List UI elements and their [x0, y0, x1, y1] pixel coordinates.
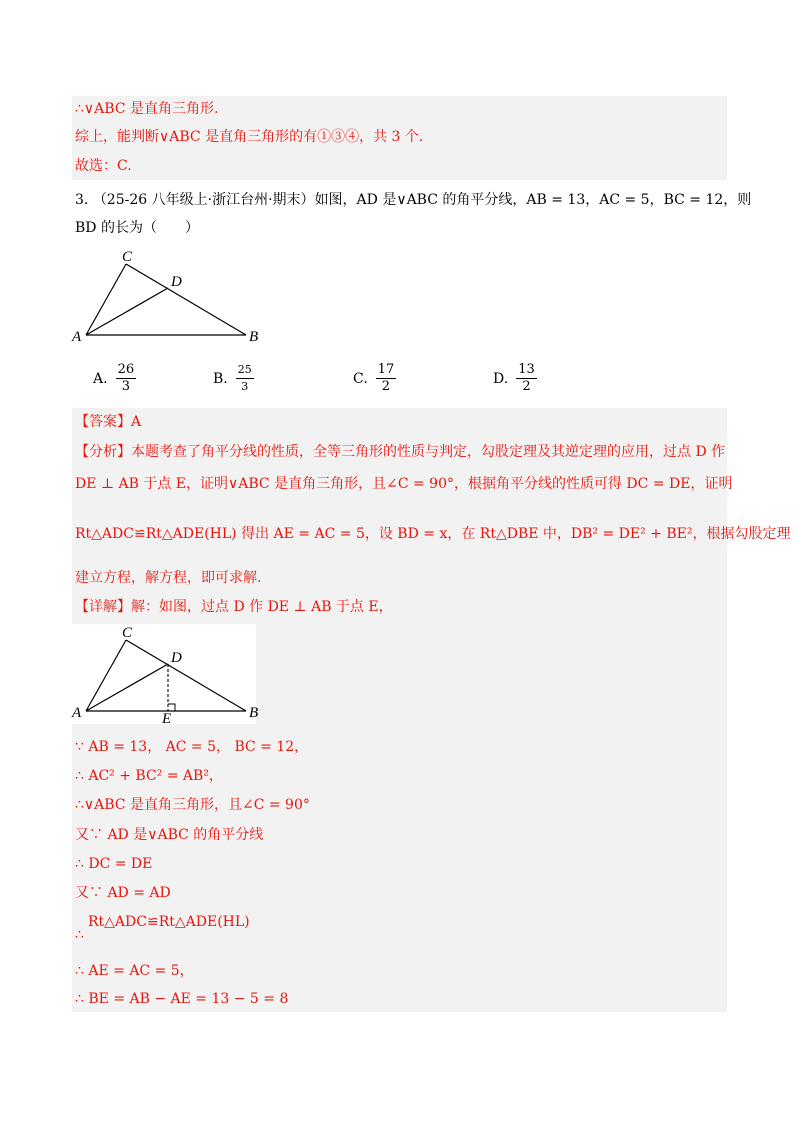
triangle-figure-with-altitude	[68, 620, 268, 724]
segment-ad	[86, 288, 168, 335]
question-source: （25-26 八年级上·浙江台州·期末）	[92, 192, 315, 208]
segment-ac	[86, 264, 126, 335]
detail-intro: 【详解】解：如图，过点 D 作 DE ⊥ AB 于点 E，	[75, 599, 393, 615]
detail-step-1: ∵ AB = 13， AC = 5， BC = 12，	[75, 739, 309, 755]
detail-step-6: 又∵ AD = AD	[75, 885, 171, 901]
prev-line-2: 综上，能判断∨ABC 是直角三角形的有①③④，共 3 个.	[75, 129, 424, 145]
detail-step-3: ∴∨ABC 是直角三角形，且∠C = 90°	[75, 797, 310, 813]
triangle-figure	[68, 244, 268, 344]
analysis-line-2: DE ⊥ AB 于点 E，证明∨ABC 是直角三角形，且∠C = 90°，根据角平分线的性质可得 DC = DE，证明	[75, 476, 733, 492]
option-a[interactable]: A. $\frac{26}{3}$	[93, 362, 135, 394]
detail-step-2: ∴ AC² + BC² = AB²，	[75, 768, 223, 784]
detail-step-7: Rt△ADC≌Rt△ADE(HL)	[88, 914, 250, 930]
analysis-line-1: 【分析】本题考查了角平分线的性质，全等三角形的性质与判定，勾股定理及其逆定理的应用，过点 D 作	[75, 444, 726, 460]
detail-step-5: ∴ DC = DE	[75, 856, 153, 872]
question-number: 3.	[75, 192, 89, 208]
label-e: E	[162, 711, 172, 724]
label-a: A	[72, 705, 82, 721]
question-line-1	[75, 190, 751, 210]
prev-line-3: 故选：C.	[75, 158, 132, 174]
segment-cb	[126, 640, 246, 711]
detail-step-4: 又∵ AD 是∨ABC 的角平分线	[75, 827, 264, 843]
analysis-line-4: 建立方程，解方程，即可求解.	[75, 570, 262, 586]
detail-step-10: ∴ BE = AB − AE = 13 − 5 = 8	[75, 991, 289, 1007]
label-c: C	[122, 249, 133, 265]
detail-step-9: ∴ AE = AC = 5，	[75, 963, 194, 979]
right-angle-mark	[168, 704, 175, 711]
segment-cb	[126, 264, 246, 335]
analysis-line-3: Rt△ADC≌Rt△ADE(HL) 得出 AE = AC = 5，设 BD = x，在 Rt△DBE 中，DB² = DE² + BE²，根据勾股定理	[75, 526, 791, 542]
detail-step-8: ∴	[75, 927, 84, 943]
segment-ad	[86, 664, 168, 711]
question-line-2: BD 的长为（ ）	[75, 220, 199, 236]
option-c[interactable]: C. $\frac{17}{2}$	[353, 362, 395, 394]
option-b[interactable]: B. $\frac{25}{3}$	[213, 363, 252, 393]
label-d: D	[171, 650, 182, 666]
prev-line-1: ∴∨ABC 是直角三角形.	[75, 101, 219, 117]
option-d[interactable]: D. $\frac{13}{2}$	[493, 362, 535, 394]
question-text-1: 如图，AD 是∨ABC 的角平分线，AB = 13，AC = 5，BC = 12，则	[314, 192, 752, 208]
label-a: A	[72, 329, 82, 344]
label-b: B	[249, 329, 259, 344]
label-b: B	[249, 705, 259, 721]
segment-ac	[86, 640, 126, 711]
label-c: C	[122, 625, 133, 641]
answer-line: 【答案】A	[75, 414, 142, 430]
label-d: D	[171, 274, 182, 290]
